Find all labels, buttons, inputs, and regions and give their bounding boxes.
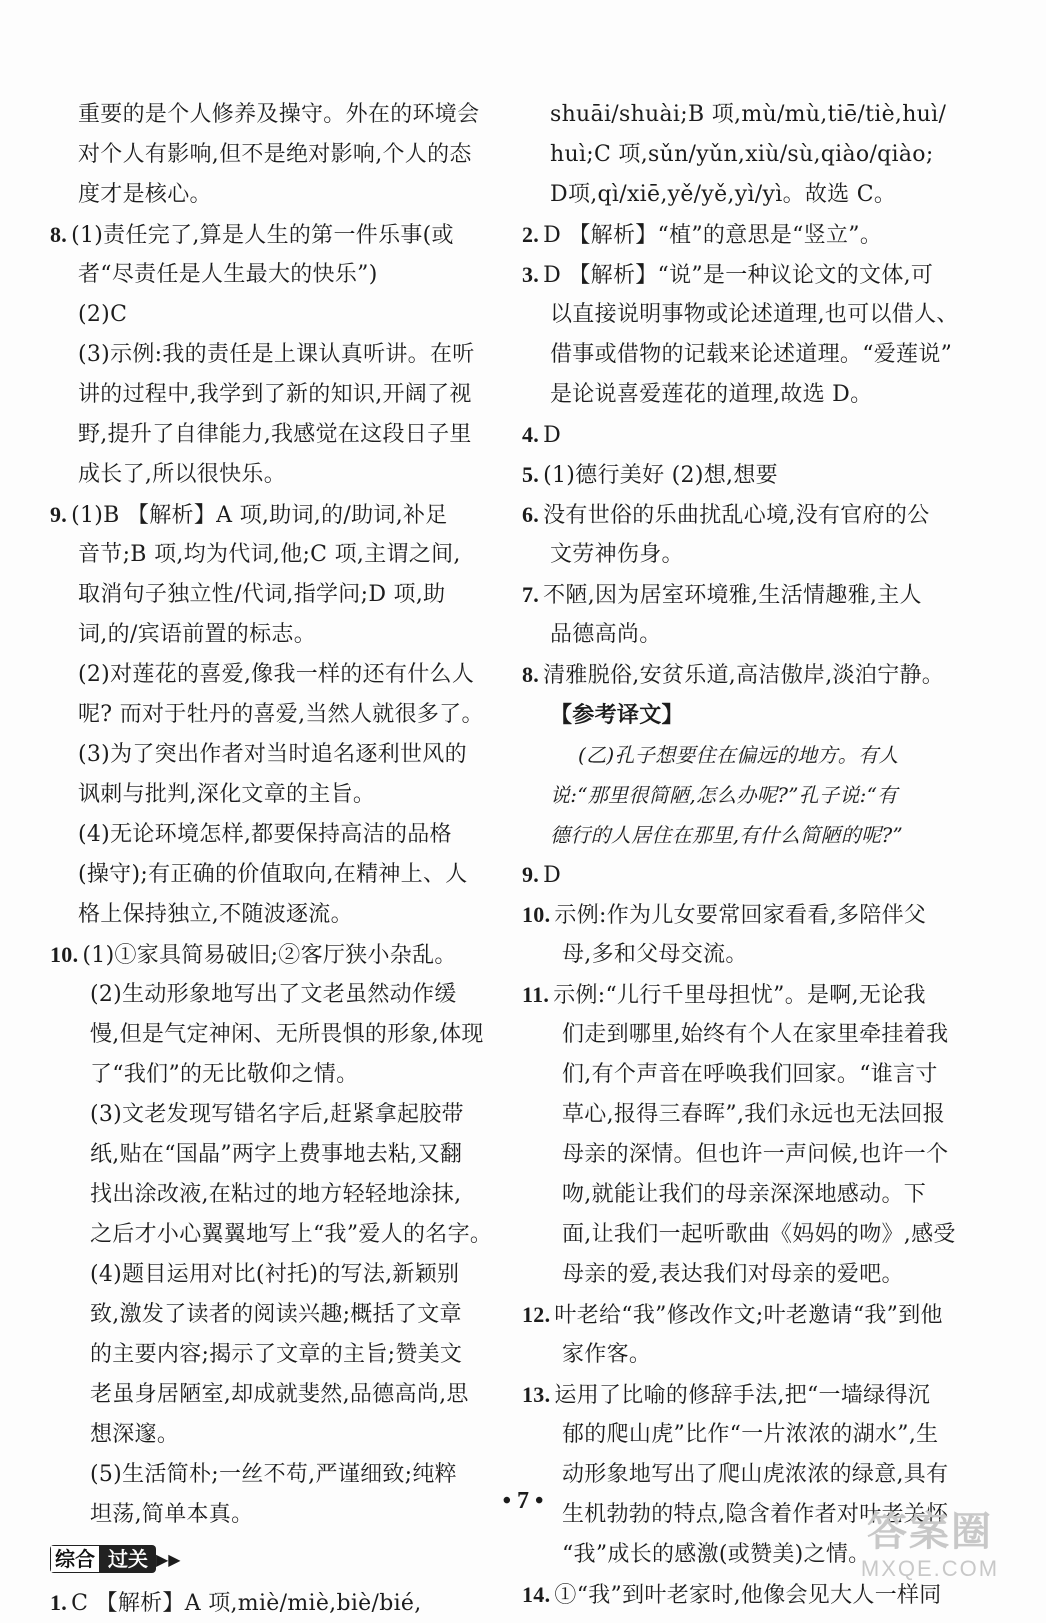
right-answer-line — [522, 1015, 984, 1055]
answer-text: shuāi/shuài;B 项,mù/mù,tiē/tiè,huì/ — [550, 102, 947, 127]
right-answer-line — [522, 1055, 984, 1095]
right-answer-line — [522, 975, 984, 1015]
right-answer-line — [522, 895, 984, 935]
right-answer-line — [522, 135, 984, 175]
answer-text: (操守);有正确的价值取向,在精神上、人 — [78, 862, 468, 887]
right-answer-line — [522, 375, 984, 415]
right-answer-line — [522, 575, 984, 615]
left-column — [50, 95, 495, 1623]
badge-arrow-icon: ▶▶ — [156, 1549, 181, 1569]
left-answer-line — [50, 895, 495, 935]
answer-text: 们走到哪里,始终有个人在家里牵挂着我 — [562, 1022, 949, 1047]
answer-text: 取消句子独立性/代词,指学问;D 项,助 — [78, 582, 446, 607]
watermark-domain: MXQE.COM — [860, 1556, 1000, 1581]
answer-text: 讲的过程中,我学到了新的知识,开阔了视 — [78, 382, 472, 407]
question-number: 10. — [50, 942, 79, 967]
answer-text: (4)无论环境怎样,都要保持高洁的品格 — [78, 822, 452, 847]
answer-text: 老虽身居陋室,却成就斐然,品德高尚,思 — [90, 1382, 469, 1407]
right-answer-line — [522, 735, 984, 775]
question-number: 13. — [522, 1382, 551, 1407]
answer-text: 格上保持独立,不随波逐流。 — [78, 902, 353, 927]
answer-text: 借事或借物的记载来论述道理。“爱莲说” — [550, 342, 953, 367]
right-answer-line — [522, 455, 984, 495]
answer-text: 者“尽责任是人生最大的快乐”) — [78, 262, 378, 287]
answer-text: huì;C 项,sǔn/yǔn,xiù/sù,qiào/qiào; — [550, 142, 934, 167]
answer-text: 是论说喜爱莲花的道理,故选 D。 — [550, 382, 873, 407]
left-answer-line — [50, 975, 495, 1015]
left-answer-line — [50, 1215, 495, 1255]
answer-text: D 【解析】“植”的意思是“竖立”。 — [543, 223, 883, 248]
answer-text: 吻,就能让我们的母亲深深地感动。下 — [562, 1182, 927, 1207]
answer-text: 找出涂改液,在粘过的地方轻轻地涂抹, — [90, 1182, 462, 1207]
left-answer-line — [50, 695, 495, 735]
right-answer-line — [522, 655, 984, 695]
answer-text: 纸,贴在“国晶”两字上费事地去粘,又翻 — [90, 1142, 463, 1167]
answer-text: 示例:作为儿女要常回家看看,多陪伴父 — [554, 903, 927, 928]
answer-text: 母亲的深情。但也许一声问候,也许一个 — [562, 1142, 949, 1167]
right-answer-line — [522, 1215, 984, 1255]
left-answer-line — [50, 655, 495, 695]
answer-text: 不陋,因为居室环境雅,生活情趣雅,主人 — [543, 583, 922, 608]
answer-text: 们,有个声音在呼唤我们回家。“谁言寸 — [562, 1062, 938, 1087]
answer-text: 清雅脱俗,安贫乐道,高洁傲岸,淡泊宁静。 — [543, 663, 945, 688]
right-answer-line — [522, 255, 984, 295]
left-answer-line — [50, 415, 495, 455]
left-answer-line — [50, 1015, 495, 1055]
question-number: 5. — [522, 462, 540, 487]
answer-text: (3)为了突出作者对当时追名逐利世风的 — [78, 742, 467, 767]
right-answer-line — [522, 1335, 984, 1375]
right-answer-line — [522, 935, 984, 975]
left-answer-line — [50, 375, 495, 415]
answer-text: 致,激发了读者的阅读兴趣;概括了文章 — [90, 1302, 462, 1327]
section-badge-label — [50, 1545, 156, 1573]
right-answer-line — [522, 1255, 984, 1295]
question-number: 10. — [522, 902, 551, 927]
left-answer-line — [50, 215, 495, 255]
right-answer-line — [522, 1095, 984, 1135]
question-number: 8. — [522, 662, 540, 687]
answer-text: 以直接说明事物或论述道理,也可以借人、 — [550, 302, 959, 327]
answer-text: 德行的人居住在那里,有什么简陋的呢?” — [550, 823, 904, 847]
question-number: 14. — [522, 1582, 551, 1607]
reference-translation-heading: 【参考译文】 — [550, 702, 684, 728]
left-answer-line — [50, 295, 495, 335]
question-number: 9. — [522, 862, 540, 887]
left-answer-line — [50, 175, 495, 215]
left-answer-line — [50, 135, 495, 175]
right-answer-line — [522, 175, 984, 215]
answer-text: ①“我”到叶老家时,他像会见大人一样同 — [554, 1583, 942, 1608]
question-number: 3. — [522, 262, 540, 287]
left-answer-line — [50, 1175, 495, 1215]
answer-text: (2)C — [78, 302, 128, 327]
answer-text: 想深邃。 — [90, 1422, 180, 1447]
right-answer-line — [522, 1175, 984, 1215]
left-answer-line — [50, 935, 495, 975]
left-answer-line — [50, 815, 495, 855]
left-answer-line — [50, 455, 495, 495]
left-answer-line — [50, 1255, 495, 1295]
answer-text: 的主要内容;揭示了文章的主旨;赞美文 — [90, 1342, 463, 1367]
answer-text: 运用了比喻的修辞手法,把“一墙绿得沉 — [554, 1383, 931, 1408]
answer-text: 没有世俗的乐曲扰乱心境,没有官府的公 — [543, 503, 930, 528]
answer-text: (4)题目运用对比(衬托)的写法,新颖别 — [90, 1262, 460, 1287]
answer-text: 生机勃勃的特点,隐含着作者对叶老关怀 — [562, 1502, 949, 1527]
question-number: 2. — [522, 222, 540, 247]
badge-part1: 综合 — [50, 1545, 100, 1573]
answer-text: “我”成长的感激(或赞美)之情。 — [562, 1542, 871, 1567]
left-answer-line — [50, 1135, 495, 1175]
left-answer-line — [50, 775, 495, 815]
right-column — [522, 95, 984, 1615]
answer-text: 郁的爬山虎”比作“一片浓浓的湖水”,生 — [562, 1422, 939, 1447]
question-number: 11. — [522, 982, 550, 1007]
answer-text: (2)对莲花的喜爱,像我一样的还有什么人 — [78, 662, 475, 687]
answer-text: 母,多和父母交流。 — [562, 942, 748, 967]
answer-text: D — [543, 423, 562, 448]
left-answer-line — [50, 1375, 495, 1415]
answer-text: 词,的/宾语前置的标志。 — [78, 622, 317, 647]
right-answer-line — [522, 815, 984, 855]
answer-text: D项,qì/xiē,yě/yě,yì/yì。故选 C。 — [550, 182, 897, 207]
left-answer-line — [50, 535, 495, 575]
answer-text: 对个人有影响,但不是绝对影响,个人的态 — [78, 142, 472, 167]
answer-text: 讽刺与批判,深化文章的主旨。 — [78, 782, 376, 807]
answer-text: 慢,但是气定神闲、无所畏惧的形象,体现 — [90, 1022, 484, 1047]
right-answer-line — [522, 1375, 984, 1415]
answer-text: (1)德行美好 (2)想,想要 — [543, 463, 778, 488]
answer-text: C 【解析】A 项,miè/miè,biè/bié, — [71, 1591, 422, 1616]
answer-text: (1)B 【解析】A 项,助词,的/助词,补足 — [71, 503, 448, 528]
question-number: 4. — [522, 422, 540, 447]
right-answer-line — [522, 95, 984, 135]
answer-text: 面,让我们一起听歌曲《妈妈的吻》,感受 — [562, 1222, 956, 1247]
right-answer-line — [522, 335, 984, 375]
left-answer-line — [50, 575, 495, 615]
answer-text: 了“我们”的无比敬仰之情。 — [90, 1062, 359, 1087]
left-answer-line — [50, 855, 495, 895]
right-answer-line — [522, 775, 984, 815]
answer-text: (乙)孔子想要住在偏远的地方。有人 — [578, 743, 899, 767]
answer-text: (1)责任完了,算是人生的第一件乐事(或 — [71, 223, 454, 248]
right-answer-line — [522, 495, 984, 535]
answer-text: 说:“那里很简陋,怎么办呢?”孔子说:“有 — [550, 783, 898, 807]
right-answer-line — [522, 535, 984, 575]
answer-text: 成长了,所以很快乐。 — [78, 462, 286, 487]
left-answer-line — [50, 335, 495, 375]
left-answer-line — [50, 1295, 495, 1335]
answer-text: 野,提升了自律能力,我感觉在这段日子里 — [78, 422, 472, 447]
answer-text: (2)生动形象地写出了文老虽然动作缓 — [90, 982, 457, 1007]
right-answer-line — [522, 415, 984, 455]
left-answer-line — [50, 1095, 495, 1135]
left-answer-line — [50, 1055, 495, 1095]
badge-part2: 过关 — [100, 1545, 156, 1573]
left-answer-line — [50, 1335, 495, 1375]
answer-text: 之后才小心翼翼地写上“我”爱人的名字。 — [90, 1222, 493, 1247]
answer-text: 示例:“儿行千里母担忧”。是啊,无论我 — [553, 983, 926, 1008]
answer-text: 度才是核心。 — [78, 182, 212, 207]
left-answer-line — [50, 1415, 495, 1455]
answer-text: (1)①家具简易破旧;②客厅狭小杂乱。 — [82, 943, 457, 968]
answer-text: 母亲的爱,表达我们对母亲的爱吧。 — [562, 1262, 904, 1287]
left-answer-line — [50, 1583, 495, 1623]
right-answer-line — [522, 1415, 984, 1455]
question-number: 7. — [522, 582, 540, 607]
question-number: 9. — [50, 502, 68, 527]
answer-text: 草心,报得三春晖”,我们永远也无法回报 — [562, 1102, 945, 1127]
right-answer-line — [522, 1295, 984, 1335]
answer-text: (3)示例:我的责任是上课认真听讲。在听 — [78, 342, 475, 367]
section-badge — [50, 1535, 495, 1583]
answer-text: 重要的是个人修养及操守。外在的环境会 — [78, 102, 480, 127]
answer-text: D 【解析】“说”是一种议论文的文体,可 — [543, 263, 934, 288]
right-answer-line — [522, 855, 984, 895]
left-answer-line — [50, 615, 495, 655]
answer-text: 呢? 而对于牡丹的喜爱,当然人就很多了。 — [78, 702, 484, 727]
watermark-title: 答案圈 — [867, 1510, 993, 1554]
watermark-logo — [830, 1508, 1030, 1588]
answer-text: 文劳神伤身。 — [550, 542, 684, 567]
answer-text: 叶老给“我”修改作文;叶老邀请“我”到他 — [554, 1303, 943, 1328]
question-number: 8. — [50, 222, 68, 247]
answer-text: 坦荡,简单本真。 — [90, 1502, 254, 1527]
question-number: 1. — [50, 1590, 68, 1615]
right-answer-line — [522, 615, 984, 655]
question-number: 6. — [522, 502, 540, 527]
answer-text: 品德高尚。 — [550, 622, 662, 647]
left-answer-line — [50, 95, 495, 135]
right-answer-line — [522, 295, 984, 335]
answer-text: (5)生活简朴;一丝不苟,严谨细致;纯粹 — [90, 1462, 457, 1487]
left-answer-line — [50, 495, 495, 535]
left-answer-line — [50, 255, 495, 295]
right-answer-line — [522, 215, 984, 255]
answer-text: (3)文老发现写错名字后,赶紧拿起胶带 — [90, 1102, 464, 1127]
page-number: • 7 • — [502, 1488, 544, 1514]
right-answer-line — [522, 695, 984, 735]
answer-text: 家作客。 — [562, 1342, 652, 1367]
left-answer-line — [50, 735, 495, 775]
right-answer-line — [522, 1135, 984, 1175]
answer-text: 音节;B 项,均为代词,他;C 项,主谓之间, — [78, 542, 461, 567]
answer-text: D — [543, 863, 562, 888]
answer-text: 动形象地写出了爬山虎浓浓的绿意,具有 — [562, 1462, 949, 1487]
question-number: 12. — [522, 1302, 551, 1327]
